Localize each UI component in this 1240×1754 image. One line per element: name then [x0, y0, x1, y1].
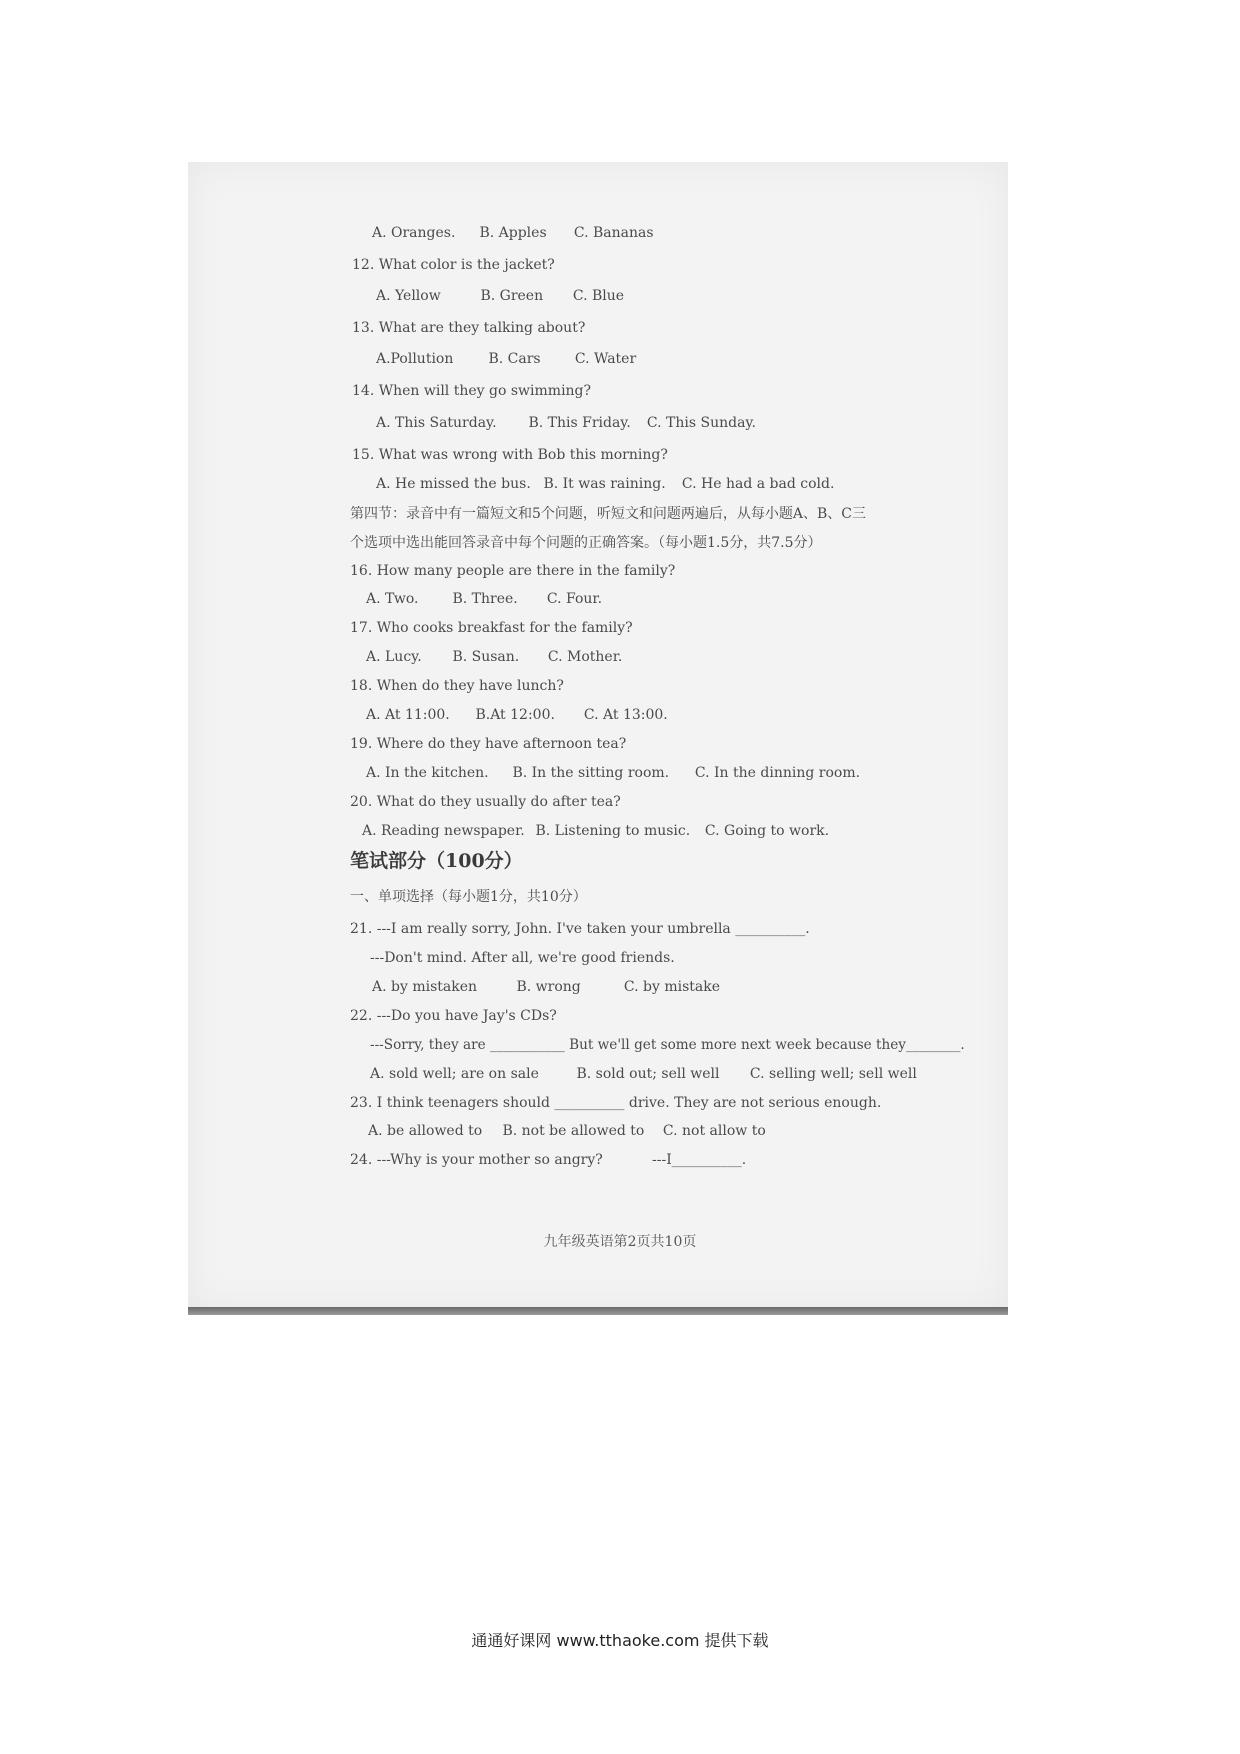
q13-option-b: B. Cars [488, 351, 541, 367]
q21-option-b: B. wrong [516, 979, 581, 995]
q13-option-c: C. Water [574, 351, 637, 367]
q19-option-c: C. In the dinning room. [694, 765, 861, 781]
q20-option-b: B. Listening to music. [535, 823, 691, 839]
q16-question: 16. How many people are there in the family? [350, 563, 676, 579]
q13-question: 13. What are they talking about? [352, 320, 586, 336]
q17-option-b: B. Susan. [452, 649, 520, 665]
section4-instruction-line1: 第四节：录音中有一篇短文和5个问题，听短文和问题两遍后，从每小题A、B、C三 [350, 506, 867, 522]
q21-option-a: A. by mistaken [372, 979, 478, 995]
q21-response: ---Don't mind. After all, we're good friends. [370, 950, 675, 966]
q22-response: ---Sorry, they are ___________ But we'll get some more next week because they________. [370, 1037, 965, 1053]
q19-options [366, 764, 860, 782]
scan-edge [188, 1307, 1008, 1315]
q24-question: 24. ---Why is your mother so angry? [350, 1152, 603, 1168]
q12-options [376, 287, 624, 305]
q13-option-a: A.Pollution [376, 351, 454, 367]
q20-option-a: A. Reading newspaper. [362, 823, 525, 839]
q21-options [372, 978, 720, 996]
q11-option-a: A. Oranges. [372, 225, 456, 241]
q11-options [372, 224, 654, 242]
q15-option-c: C. He had a bad cold. [681, 476, 835, 492]
page-number: 九年级英语第2页共10页 [543, 1234, 697, 1250]
download-footer: 通通好课网 www.tthaoke.com 提供下载 [471, 1631, 769, 1650]
q17-option-c: C. Mother. [547, 649, 623, 665]
q22-option-a: A. sold well; are on sale [370, 1066, 539, 1082]
q16-option-b: B. Three. [452, 591, 518, 607]
q14-options [376, 414, 756, 432]
q18-question: 18. When do they have lunch? [350, 678, 564, 694]
q20-option-c: C. Going to work. [704, 823, 830, 839]
q19-option-b: B. In the sitting room. [512, 765, 670, 781]
single-choice-instruction: 一、单项选择（每小题1分，共10分） [350, 889, 587, 905]
q23-option-c: C. not allow to [662, 1123, 766, 1139]
q18-option-a: A. At 11:00. [366, 707, 450, 723]
q14-question: 14. When will they go swimming? [352, 383, 592, 399]
q16-option-a: A. Two. [366, 591, 419, 607]
q22-option-c: C. selling well; sell well [749, 1066, 917, 1082]
q24-response: ---I__________. [652, 1152, 747, 1168]
q17-option-a: A. Lucy. [366, 649, 422, 665]
q23-options [368, 1122, 766, 1140]
q14-option-a: A. This Saturday. [376, 415, 497, 431]
written-section-heading: 笔试部分（100分） [350, 850, 523, 872]
q16-options [366, 590, 602, 608]
q18-option-c: C. At 13:00. [583, 707, 668, 723]
q11-option-c: C. Bananas [573, 225, 654, 241]
q20-options [362, 822, 829, 840]
q17-options [366, 648, 622, 666]
q13-options [376, 350, 636, 368]
q11-option-b: B. Apples [479, 225, 547, 241]
q15-option-a: A. He missed the bus. [376, 476, 531, 492]
q17-question: 17. Who cooks breakfast for the family? [350, 620, 633, 636]
q23-option-b: B. not be allowed to [502, 1123, 645, 1139]
q20-question: 20. What do they usually do after tea? [350, 794, 621, 810]
q19-question: 19. Where do they have afternoon tea? [350, 736, 627, 752]
q19-option-a: A. In the kitchen. [366, 765, 489, 781]
q14-option-c: C. This Sunday. [646, 415, 756, 431]
q18-options [366, 706, 668, 724]
q16-option-c: C. Four. [546, 591, 603, 607]
q12-question: 12. What color is the jacket? [352, 257, 555, 273]
q15-question: 15. What was wrong with Bob this morning? [352, 447, 668, 463]
q14-option-b: B. This Friday. [528, 415, 631, 431]
q23-question: 23. I think teenagers should __________ drive. They are not serious enough. [350, 1095, 882, 1111]
q12-option-a: A. Yellow [376, 288, 441, 304]
q21-question: 21. ---I am really sorry, John. I've taken your umbrella __________. [350, 921, 810, 937]
q18-option-b: B.At 12:00. [475, 707, 555, 723]
q21-option-c: C. by mistake [623, 979, 721, 995]
q12-option-b: B. Green [480, 288, 544, 304]
q22-option-b: B. sold out; sell well [576, 1066, 720, 1082]
q23-option-a: A. be allowed to [368, 1123, 483, 1139]
q15-options [376, 475, 834, 493]
section4-instruction-line2: 个选项中选出能回答录音中每个问题的正确答案。（每小题1.5分，共7.5分） [350, 535, 822, 551]
q22-options [370, 1065, 917, 1083]
q15-option-b: B. It was raining. [543, 476, 666, 492]
q22-question: 22. ---Do you have Jay's CDs? [350, 1008, 557, 1024]
q12-option-c: C. Blue [572, 288, 625, 304]
